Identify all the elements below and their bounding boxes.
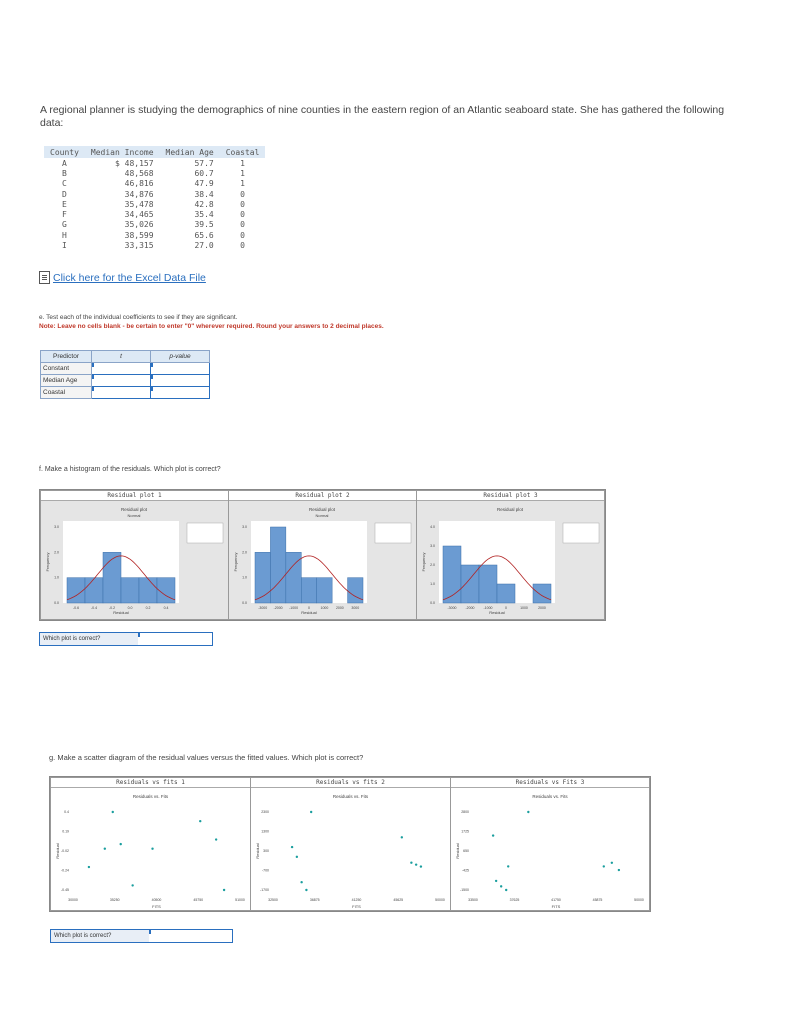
table-row bbox=[44, 199, 265, 209]
part-g-answer-label: Which plot is correct? bbox=[51, 930, 149, 942]
part-f-answer-select[interactable] bbox=[138, 633, 212, 645]
histogram-tick-label: 0.4 bbox=[163, 606, 169, 610]
scatter-point bbox=[505, 889, 507, 891]
histogram-tick-label: -0.6 bbox=[72, 606, 80, 610]
scatter-point bbox=[603, 865, 605, 867]
table-cell: 33,315 bbox=[124, 241, 154, 251]
histogram-panel-1 bbox=[40, 490, 229, 620]
histogram-tick-label: -1000 bbox=[483, 606, 493, 610]
table-cell: 65.6 bbox=[194, 230, 214, 240]
intro-text: A regional planner is studying the demographics of nine counties in the eastern region of an Atlantic seaboard state. She has gathered the following data: bbox=[40, 104, 725, 129]
scatter-point bbox=[291, 846, 293, 848]
histogram-xlabel: Residual bbox=[113, 610, 129, 615]
legend-box bbox=[375, 523, 411, 543]
part-e-question: e. Test each of the individual coefficients to see if they are significant. bbox=[39, 314, 238, 321]
histogram-tick-label: -0.2 bbox=[108, 606, 116, 610]
histogram-dist-label: Normal bbox=[315, 513, 329, 518]
histogram-tick-label: 3000 bbox=[351, 606, 360, 610]
scatter-point bbox=[492, 834, 494, 836]
part-f-answer-label: Which plot is correct? bbox=[40, 633, 138, 645]
scatter-title-3: Residuals vs Fits 3 bbox=[451, 778, 649, 788]
table-cell: 1 bbox=[240, 179, 245, 189]
scatter-xlabel: FITS bbox=[152, 904, 161, 909]
scatter-x-tick: 37625 bbox=[509, 898, 520, 902]
histogram-y-tick: 1.0 bbox=[430, 582, 435, 586]
scatter-y-tick: -0.45 bbox=[61, 888, 69, 892]
histogram-subtitle: Residual plot bbox=[120, 507, 148, 512]
table-cell: 34,876 bbox=[124, 189, 154, 199]
table-cell: 0 bbox=[240, 241, 245, 251]
scatter-y-tick: 0.19 bbox=[62, 829, 69, 834]
predictor-label: Coastal bbox=[41, 387, 92, 399]
histogram-y-tick: 0.0 bbox=[54, 601, 59, 605]
scatter-y-tick: 300 bbox=[263, 849, 269, 853]
scatter-background bbox=[51, 788, 250, 910]
table-cell: A bbox=[62, 158, 67, 168]
histogram-subtitle: Residual plot bbox=[308, 507, 336, 512]
table-row bbox=[44, 209, 265, 219]
table-header: Median Age bbox=[160, 146, 220, 158]
part-g-answer-select[interactable] bbox=[149, 930, 232, 942]
table-cell: 35,026 bbox=[124, 220, 154, 230]
scatter-point bbox=[104, 848, 106, 850]
scatter-y-tick: 0.4 bbox=[64, 810, 69, 814]
table-cell: 0 bbox=[240, 220, 245, 230]
scatter-chart-2 bbox=[251, 788, 450, 910]
scatter-title-2: Residuals vs fits 2 bbox=[251, 778, 450, 788]
p-value-input[interactable] bbox=[151, 375, 210, 387]
scatter-x-tick: 35250 bbox=[109, 898, 120, 902]
table-cell: 57.7 bbox=[194, 158, 214, 168]
scatter-point bbox=[131, 884, 133, 886]
p-value-input[interactable] bbox=[151, 387, 210, 399]
predictor-row bbox=[41, 375, 210, 387]
excel-link[interactable] bbox=[39, 271, 206, 284]
table-cell: I bbox=[62, 241, 67, 251]
histogram-y-tick: 2.0 bbox=[242, 550, 247, 555]
excel-link-text[interactable]: Click here for the Excel Data File bbox=[53, 271, 206, 284]
table-cell: F bbox=[62, 210, 67, 220]
scatter-x-tick: 32500 bbox=[268, 898, 278, 902]
scatter-point bbox=[415, 863, 417, 865]
table-cell: 35.4 bbox=[194, 210, 214, 220]
predictor-header: Predictor bbox=[41, 351, 92, 363]
histogram-xlabel: Residual bbox=[489, 610, 505, 615]
table-row bbox=[44, 158, 265, 168]
table-cell: $ 48,157 bbox=[115, 158, 154, 168]
part-g-answer bbox=[50, 929, 233, 943]
table-row bbox=[44, 230, 265, 240]
table-cell: 0 bbox=[240, 210, 245, 220]
table-row bbox=[44, 220, 265, 230]
histogram-y-tick: 1.0 bbox=[242, 575, 247, 580]
scatter-point bbox=[500, 885, 502, 887]
scatter-ylabel: Residual bbox=[455, 843, 460, 859]
scatter-x-tick: 50000 bbox=[634, 898, 644, 902]
table-cell: 42.8 bbox=[194, 199, 214, 209]
histogram-y-tick: 3.0 bbox=[242, 525, 247, 529]
histogram-bar bbox=[443, 546, 461, 603]
scatter-x-tick: 51000 bbox=[235, 898, 245, 902]
county-data-table bbox=[44, 146, 265, 251]
histogram-tick-label: -3000 bbox=[258, 606, 268, 610]
scatter-subtitle: Residuals vs. Fits bbox=[532, 794, 568, 799]
histogram-tick-label: 0.0 bbox=[127, 606, 133, 610]
histogram-panel-2 bbox=[228, 490, 417, 620]
histogram-tick-label: 0 bbox=[308, 606, 310, 610]
scatter-point bbox=[223, 889, 225, 891]
table-cell: 47.9 bbox=[194, 179, 214, 189]
histogram-bar bbox=[157, 578, 175, 603]
scatter-chart-1 bbox=[51, 788, 250, 910]
histogram-y-tick: 0.0 bbox=[242, 601, 247, 605]
scatter-chart-3 bbox=[451, 788, 649, 910]
predictor-header: t bbox=[92, 351, 151, 363]
histogram-y-tick: 3.0 bbox=[54, 525, 59, 529]
scatter-x-tick: 45625 bbox=[393, 898, 404, 902]
scatter-y-tick: 2800 bbox=[461, 810, 469, 814]
scatter-panel-3 bbox=[450, 777, 650, 911]
histogram-y-tick: 1.0 bbox=[54, 575, 59, 580]
histogram-ylabel: Frequency bbox=[45, 552, 50, 572]
scatter-point bbox=[296, 856, 298, 858]
histogram-title-2: Residual plot 2 bbox=[229, 491, 416, 501]
scatter-subtitle: Residuals vs. Fits bbox=[132, 794, 169, 799]
scatter-point bbox=[88, 866, 90, 868]
scatter-y-tick: 650 bbox=[463, 849, 469, 853]
scatter-y-tick: -1500 bbox=[460, 888, 469, 892]
scatter-point bbox=[507, 865, 509, 867]
table-cell: 1 bbox=[240, 168, 245, 178]
scatter-x-tick: 36875 bbox=[309, 898, 320, 902]
part-g-question: g. Make a scatter diagram of the residual values versus the fitted values. Which plot is correct? bbox=[49, 753, 364, 762]
histogram-y-tick: 2.0 bbox=[430, 563, 435, 567]
scatter-y-tick: -1700 bbox=[260, 888, 269, 892]
histogram-y-tick: 2.0 bbox=[54, 550, 59, 555]
histogram-tick-label: -0.4 bbox=[90, 606, 98, 610]
table-cell: 38.4 bbox=[194, 189, 214, 199]
scatter-xlabel: FITS bbox=[551, 904, 561, 909]
histogram-tick-label: -2000 bbox=[273, 606, 283, 610]
table-row bbox=[44, 179, 265, 189]
table-row bbox=[44, 240, 265, 250]
histogram-bar bbox=[67, 578, 85, 603]
histogram-ylabel: Frequency bbox=[233, 552, 238, 572]
scatter-background bbox=[251, 788, 450, 910]
scatter-x-tick: 33500 bbox=[468, 898, 478, 902]
histogram-bar bbox=[121, 578, 139, 603]
histogram-bar bbox=[85, 578, 103, 603]
table-cell: 0 bbox=[240, 189, 245, 199]
scatter-point bbox=[420, 865, 422, 867]
histogram-tick-label: 1000 bbox=[320, 606, 329, 610]
histogram-bar bbox=[317, 578, 332, 603]
predictor-row bbox=[41, 363, 210, 375]
table-cell: 34,465 bbox=[124, 210, 154, 220]
table-cell: 38,599 bbox=[124, 230, 154, 240]
table-row bbox=[44, 189, 265, 199]
scatter-point bbox=[199, 820, 201, 822]
table-cell: B bbox=[62, 168, 67, 178]
scatter-y-tick: 2300 bbox=[261, 810, 269, 814]
scatter-x-tick: 45875 bbox=[592, 898, 603, 902]
histogram-y-tick: 3.0 bbox=[430, 544, 435, 548]
scatter-point bbox=[527, 811, 529, 813]
histogram-bar bbox=[270, 527, 285, 603]
histogram-bar bbox=[255, 552, 270, 603]
scatter-point bbox=[611, 862, 613, 864]
scatter-x-tick: 41250 bbox=[351, 898, 362, 902]
histogram-ylabel: Frequency bbox=[421, 552, 426, 572]
scatter-point bbox=[305, 889, 307, 891]
predictor-header: p-value bbox=[151, 351, 210, 363]
scatter-panel-1 bbox=[50, 777, 251, 911]
scatter-subtitle: Residuals vs. Fits bbox=[332, 794, 369, 799]
scatter-xlabel: FITS bbox=[352, 904, 361, 909]
scatter-y-tick: -425 bbox=[461, 868, 469, 873]
document-icon bbox=[39, 271, 50, 284]
histogram-tick-label: 0 bbox=[505, 606, 507, 610]
histogram-bar bbox=[103, 552, 121, 603]
table-cell: E bbox=[62, 199, 67, 209]
scatter-point bbox=[300, 881, 302, 883]
scatter-x-tick: 40500 bbox=[151, 898, 162, 902]
scatter-ylabel: Residual bbox=[255, 843, 260, 859]
histogram-chart-2 bbox=[229, 501, 416, 619]
histogram-tick-label: -2000 bbox=[465, 606, 475, 610]
scatter-point bbox=[618, 869, 620, 871]
scatter-point bbox=[151, 848, 153, 850]
scatter-x-tick: 41750 bbox=[551, 898, 561, 902]
predictor-label: Median Age bbox=[41, 375, 92, 387]
table-cell: 27.0 bbox=[194, 241, 214, 251]
histogram-chart-1 bbox=[41, 501, 228, 619]
histogram-bar bbox=[497, 584, 515, 603]
scatter-y-tick: -0.02 bbox=[61, 849, 69, 853]
table-cell: H bbox=[62, 230, 67, 240]
scatter-x-tick: 50000 bbox=[435, 898, 445, 902]
histogram-title-3: Residual plot 3 bbox=[417, 491, 604, 501]
table-cell: 39.5 bbox=[194, 220, 214, 230]
table-cell: C bbox=[62, 179, 67, 189]
p-value-input[interactable] bbox=[151, 363, 210, 375]
histogram-panel-3 bbox=[416, 490, 605, 620]
table-row bbox=[44, 168, 265, 178]
scatter-panel-2 bbox=[250, 777, 451, 911]
histogram-bar bbox=[479, 565, 497, 603]
histogram-bar bbox=[533, 584, 551, 603]
table-cell: 48,568 bbox=[124, 168, 154, 178]
part-f-question: f. Make a histogram of the residuals. Which plot is correct? bbox=[39, 466, 221, 473]
table-cell: 35,478 bbox=[124, 199, 154, 209]
scatter-background bbox=[451, 788, 649, 910]
scatter-point bbox=[495, 880, 497, 882]
scatter-point bbox=[410, 862, 412, 864]
part-f-answer bbox=[39, 632, 213, 646]
histogram-xlabel: Residual bbox=[301, 610, 317, 615]
histogram-tick-label: -3000 bbox=[447, 606, 457, 610]
table-header: County bbox=[44, 146, 85, 158]
table-cell: 0 bbox=[240, 230, 245, 240]
scatter-y-tick: -700 bbox=[261, 868, 269, 873]
scatter-y-tick: 1725 bbox=[461, 829, 469, 834]
histogram-tick-label: 0.2 bbox=[145, 606, 151, 610]
histogram-bar bbox=[139, 578, 157, 603]
predictor-table bbox=[40, 350, 210, 399]
histogram-y-tick: 4.0 bbox=[430, 525, 435, 529]
scatter-title-1: Residuals vs fits 1 bbox=[51, 778, 250, 788]
histogram-tick-label: 2000 bbox=[335, 606, 344, 610]
scatter-x-tick: 30000 bbox=[68, 898, 78, 902]
scatter-y-tick: -0.24 bbox=[61, 868, 69, 873]
table-header: Median Income bbox=[85, 146, 160, 158]
histogram-chart-3 bbox=[417, 501, 604, 619]
t-input[interactable] bbox=[92, 363, 151, 375]
table-header: Coastal bbox=[220, 146, 266, 158]
histogram-bar bbox=[301, 578, 316, 603]
histogram-title-1: Residual plot 1 bbox=[41, 491, 228, 501]
t-input[interactable] bbox=[92, 375, 151, 387]
predictor-row bbox=[41, 387, 210, 399]
t-input[interactable] bbox=[92, 387, 151, 399]
histogram-dist-label: Normal bbox=[127, 513, 141, 518]
scatter-point bbox=[112, 811, 114, 813]
scatter-y-tick: 1300 bbox=[261, 829, 269, 834]
scatter-point bbox=[120, 843, 122, 845]
predictor-label: Constant bbox=[41, 363, 92, 375]
table-cell: 60.7 bbox=[194, 168, 214, 178]
scatter-x-tick: 45750 bbox=[193, 898, 204, 902]
table-cell: 1 bbox=[240, 158, 245, 168]
table-cell: D bbox=[62, 189, 67, 199]
histogram-tick-label: 1000 bbox=[520, 606, 528, 610]
scatter-point bbox=[401, 836, 403, 838]
histogram-y-tick: 0.0 bbox=[430, 601, 435, 605]
scatter-point bbox=[215, 838, 217, 840]
part-e-note: Note: Leave no cells blank - be certain to enter "0" wherever required. Round your answers to 2 decimal places. bbox=[39, 323, 384, 330]
scatter-ylabel: Residual bbox=[55, 843, 60, 859]
histogram-tick-label: 2000 bbox=[538, 606, 546, 610]
legend-box bbox=[187, 523, 223, 543]
table-cell: 0 bbox=[240, 199, 245, 209]
table-cell: G bbox=[62, 220, 67, 230]
histogram-tick-label: -1000 bbox=[289, 606, 299, 610]
scatter-point bbox=[310, 811, 312, 813]
histogram-subtitle: Residual plot bbox=[496, 507, 524, 512]
legend-box bbox=[563, 523, 599, 543]
table-cell: 46,816 bbox=[124, 179, 154, 189]
